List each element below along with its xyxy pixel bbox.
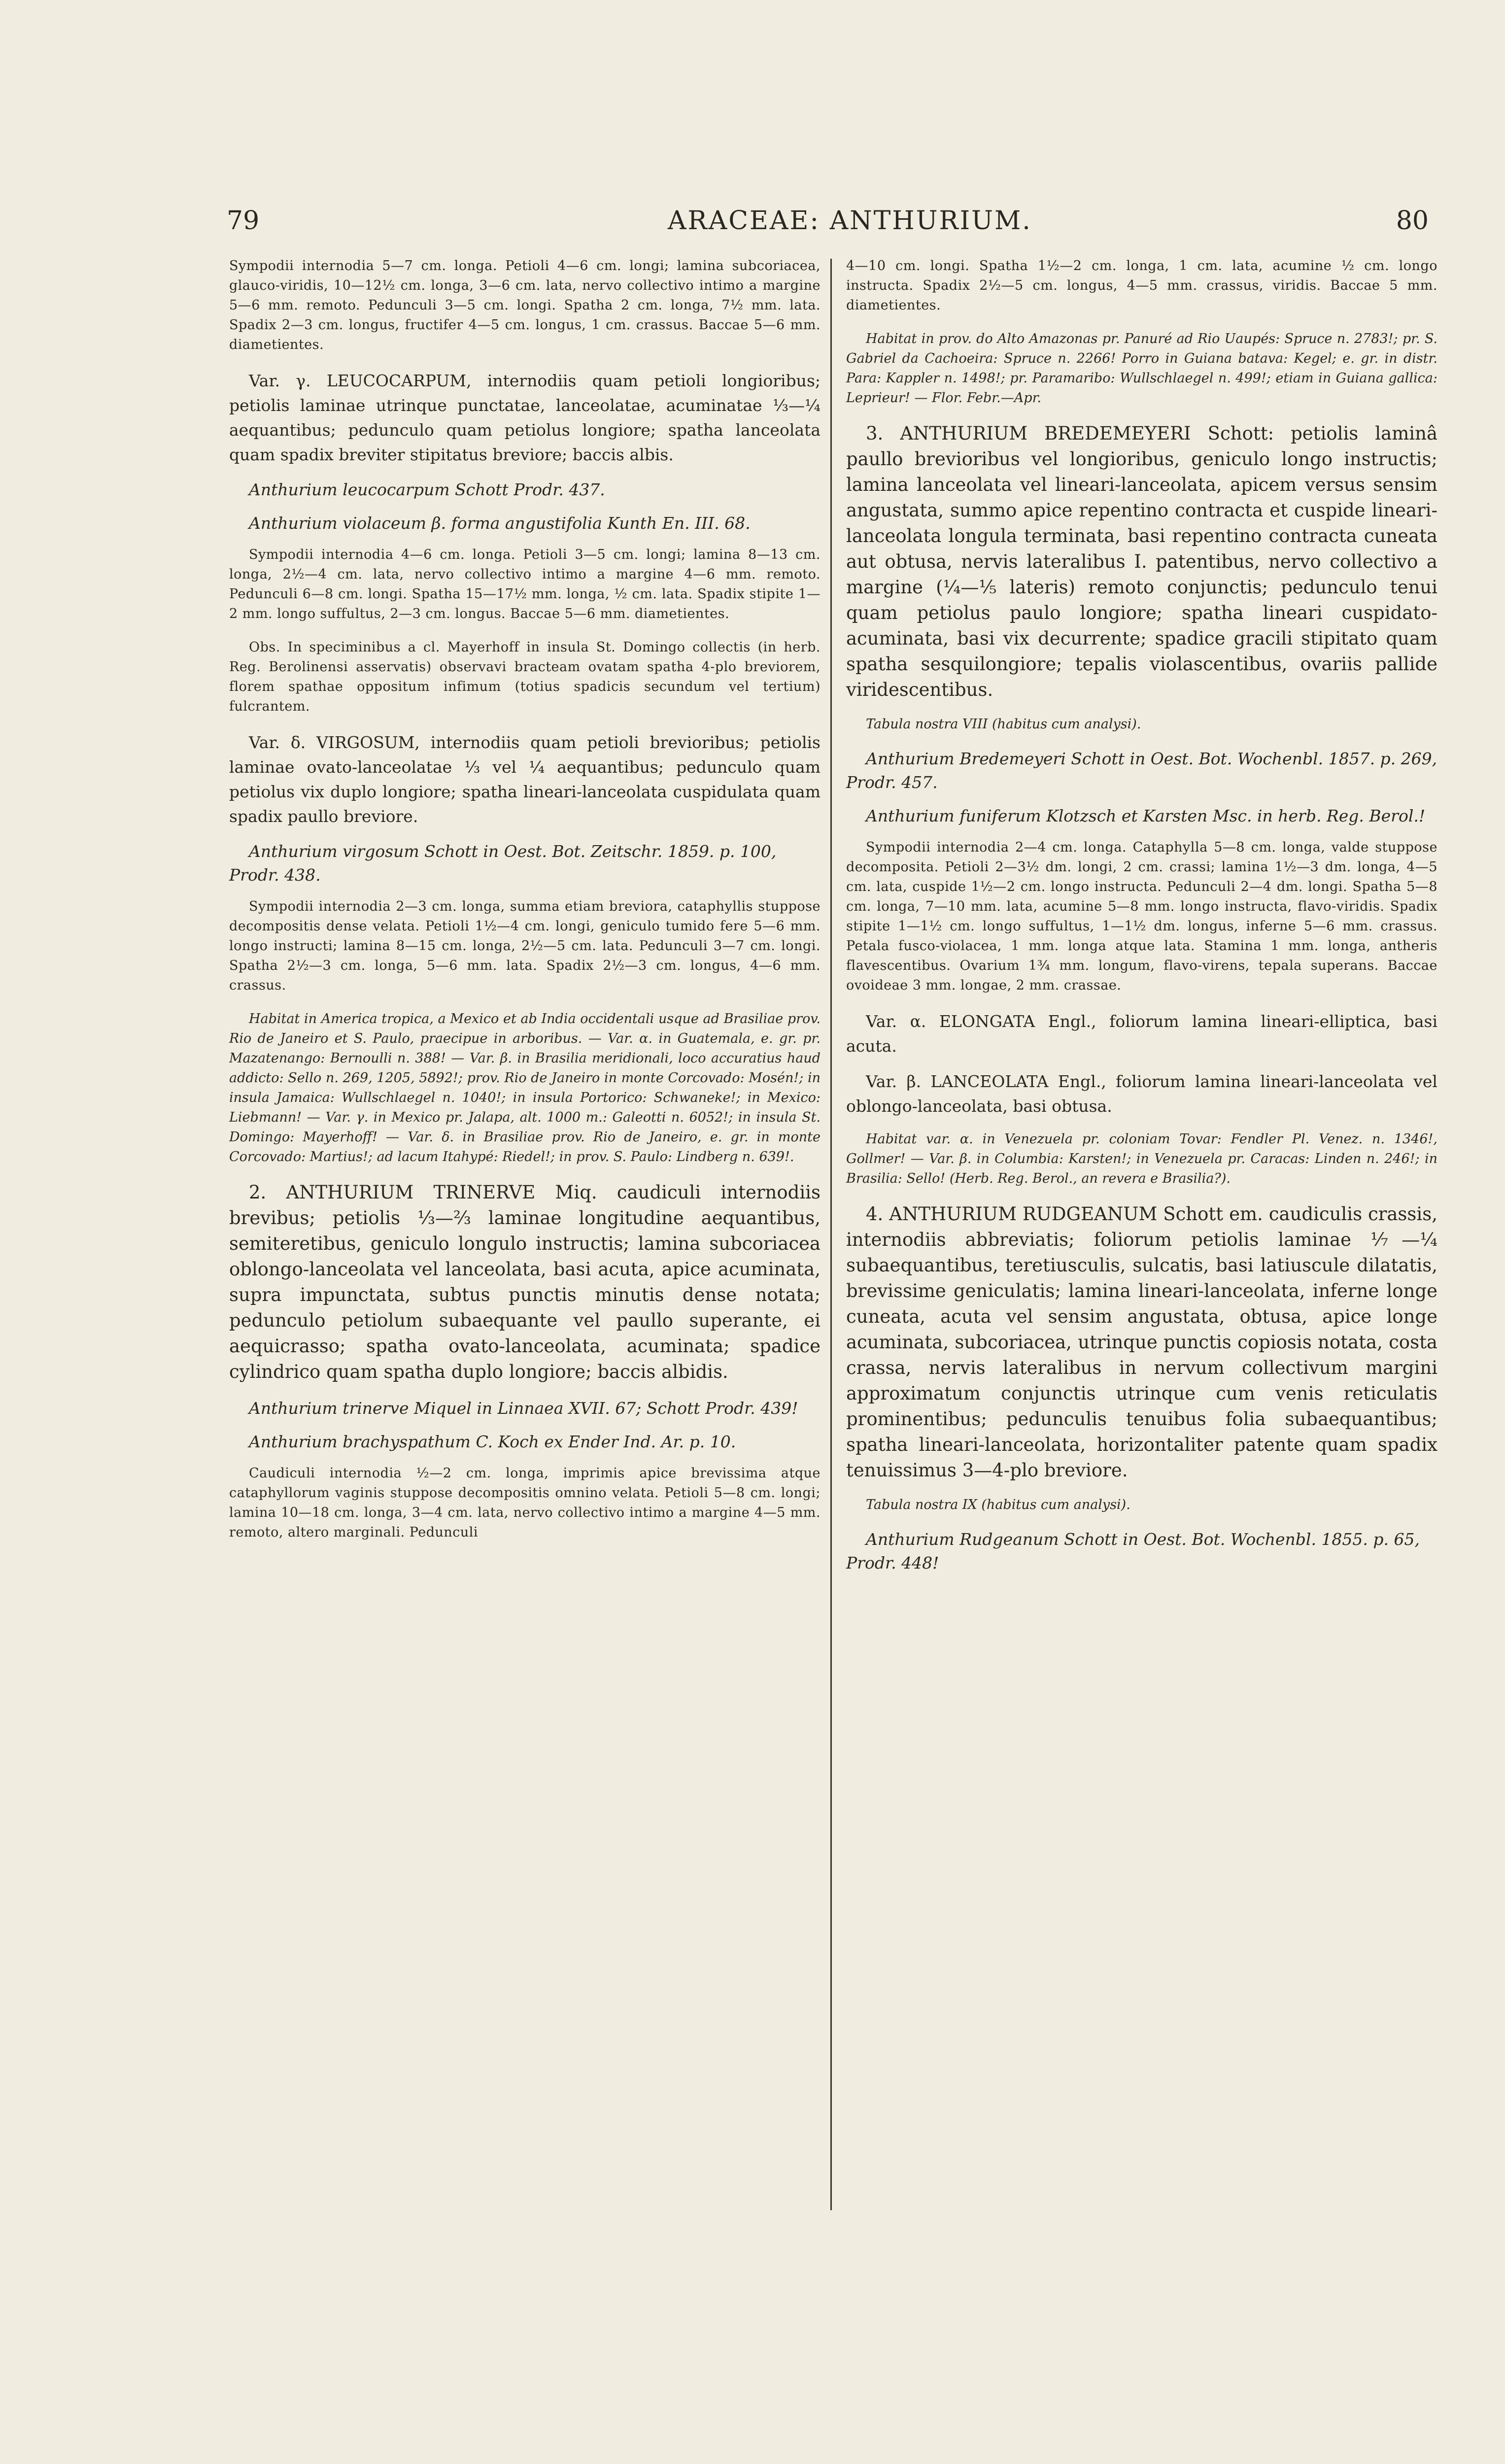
variety-alpha: Var. α. ELONGATA Engl., foliorum lamina lineari-elliptica, basi acuta. (846, 1012, 1437, 1056)
paragraph: Sympodii internodia 4—6 cm. longa. Petioli 3—5 cm. longi; lamina 8—13 cm. longa, 2½—4 cm. lata, nervo collectivo intimo a margine 4—6 mm. remoto. Pedunculi 6—8 cm. longi. Spatha 15—17½ mm. longa, ½ cm. lata. Spadix stipite 1—2 mm. longo suffultus, 2—3 cm. longus. Baccae 5—6 mm. diametientes. (229, 547, 821, 621)
species-3-description: 3. ANTHURIUM BREDEMEYERI Schott: petiolis laminâ paullo brevioribus vel longioribus, geniculo longo instructis; lamina lanceolata vel lineari-lanceolata, apicem versus sensim angustata, summo apice repentino contracta et cuspide lineari-lanceolata longula terminata, basi repentino contracta cuneata aut obtusa, nervis lateralibus I. patentibus, nervo collectivo a margine (¼—⅕ lateris) remoto conjunctis; pedunculo tenui quam petiolus paulo longiore; spatha lineari cuspidato-acuminata, basi vix decurrente; spadice gracili stipitato quam spatha sesquilongiore; tepalis violascentibus, ovariis pallide viridescentibus. (846, 423, 1437, 700)
column-divider (830, 259, 832, 2210)
synonym: Anthurium violaceum β. forma angustifolia Kunth En. III. 68. (249, 513, 751, 533)
species-4-description: 4. ANTHURIUM RUDGEANUM Schott em. caudiculis crassis, internodiis abbreviatis; foliorum petiolis laminae ⅐—¼ subaequantibus, teretiusculis, sulcatis, basi latiuscule dilatatis, brevissime geniculatis; lamina lineari-lanceolata, inferne longe cuneata, acuta vel sensim angustata, obtusa, apice longe acuminata, subcoriacea, utrinque punctis copiosis notata, costa crassa, nervis lateralibus in nervum collectivum margini approximatum conjunctis utrinque cum venis reticulatis prominentibus; pedunculis tenuibus folia subaequantibus; spatha lineari-lanceolata, horizontaliter patente quam spadix tenuissimus 3—4-plo breviore. (846, 1203, 1437, 1481)
observation: Obs. In speciminibus a cl. Mayerhoff in insula St. Domingo collectis (in herb. Reg. Berolinensi asservatis) observavi bracteam ovatam spatha 4-plo breviorem, florem spathae oppositum infimum (totius spadicis secundum vel tertium) fulcrantem. (229, 640, 821, 714)
page-number-left: 79 (227, 206, 260, 236)
left-column (229, 256, 821, 1556)
running-header (0, 206, 1505, 250)
synonym: Anthurium brachyspathum C. Koch ex Ender Ind. Ar. p. 10. (249, 1432, 736, 1451)
synonym: Anthurium leucocarpum Schott Prodr. 437. (249, 480, 605, 499)
paragraph: Sympodii internodia 5—7 cm. longa. Petioli 4—6 cm. longi; lamina subcoriacea, glauco-viridis, 10—12½ cm. longa, 3—6 cm. lata, nervo collectivo intimo a margine 5—6 mm. remoto. Pedunculi 3—5 cm. longi. Spatha 2 cm. longa, 7½ mm. lata. Spadix 2—3 cm. longus, fructifer 4—5 cm. longus, 1 cm. crassus. Baccae 5—6 mm. diametientes. (229, 258, 821, 352)
habitat: Habitat in prov. do Alto Amazonas pr. Panuré ad Rio Uaupés: Spruce n. 2783!; pr. S. Gabriel da Cachoeira: Spruce n. 2266! Porro in Guiana batava: Kegel; e. gr. in distr. Para: Kappler n. 1498!; pr. Paramaribo: Wullschlaegel n. 499!; etiam in Guiana gallica: Leprieur! — Flor. Febr.—Apr. (846, 331, 1437, 406)
variety-gamma: Var. γ. LEUCOCARPUM, internodiis quam petioli longioribus; petiolis laminae utrinque punctatae, lanceolatae, acuminatae ⅓—¼ aequantibus; pedunculo quam petiolus longiore; spatha lanceolata quam spadix breviter stipitatus breviore; baccis albis. (229, 371, 821, 464)
species-2-description: 2. ANTHURIUM TRINERVE Miq. caudiculi internodiis brevibus; petiolis ⅓—⅔ laminae longitudine aequantibus, semiteretibus, geniculo longulo instructis; lamina subcoriacea oblongo-lanceolata vel lanceolata, basi acuta, apice acuminata, supra impunctata, subtus punctis minutis dense notata; pedunculo petiolum subaequante vel paullo superante, ei aequicrasso; spatha ovato-lanceolata, acuminata; spadice cylindrico quam spatha duplo longiore; baccis albidis. (229, 1182, 821, 1382)
page-number-right: 80 (1396, 206, 1429, 236)
paragraph: 4—10 cm. longi. Spatha 1½—2 cm. longa, 1 cm. lata, acumine ½ cm. longo instructa. Spadix 2½—5 cm. longus, 4—5 mm. crassus, viridis. Baccae 5 mm. diametientes. (846, 258, 1437, 313)
variety-beta: Var. β. LANCEOLATA Engl., foliorum lamina lineari-lanceolata vel oblongo-lanceolata, basi obtusa. (846, 1072, 1437, 1116)
synonym: Anthurium Bredemeyeri Schott in Oest. Bot. Wochenbl. 1857. p. 269, Prodr. 457. (846, 749, 1437, 792)
habitat: Habitat in America tropica, a Mexico et ab India occidentali usque ad Brasiliae prov. Rio de Janeiro et S. Paulo, praecipue in arboribus. — Var. α. in Guatemala, e. gr. pr. Mazatenango: Bernoulli n. 388! — Var. β. in Brasilia meridionali, loco accuratius haud addicto: Sello n. 269, 1205, 5892!; prov. Rio de Janeiro in monte Corcovado: Mosén!; in insula Jamaica: Wullschlaegel n. 1040!; in insula Portorico: Schwaneke!; in Mexico: Liebmann! — Var. γ. in Mexico pr. Jalapa, alt. 1000 m.: Galeotti n. 6052!; in insula St. Domingo: Mayerhoff! — Var. δ. in Brasiliae prov. Rio de Janeiro, e. gr. in monte Corcovado: Martius!; ad lacum Itahypé: Riedel!; in prov. S. Paulo: Lindberg n. 639!. (229, 1011, 821, 1164)
synonym: Anthurium Rudgeanum Schott in Oest. Bot. Wochenbl. 1855. p. 65, Prodr. 448! (846, 1530, 1420, 1573)
right-column (846, 256, 1437, 1585)
plate-reference: Tabula nostra VIII (habitus cum analysi). (866, 717, 1141, 732)
paragraph: Caudiculi internodia ½—2 cm. longa, imprimis apice brevissima atque cataphyllorum vaginis stuppose decompositis omnino velata. Petioli 5—8 cm. longi; lamina 10—18 cm. longa, 3—4 cm. lata, nervo collectivo intimo a margine 4—5 mm. remoto, altero marginali. Pedunculi (229, 1466, 821, 1540)
synonym: Anthurium trinerve Miquel in Linnaea XVII. 67; Schott Prodr. 439! (249, 1399, 798, 1418)
paragraph: Sympodii internodia 2—3 cm. longa, summa etiam breviora, cataphyllis stuppose decompositis dense velata. Petioli 1½—4 cm. longi, geniculo tumido fere 5—6 mm. longo instructi; lamina 8—15 cm. longa, 2½—5 cm. lata. Pedunculi 3—7 cm. longi. Spatha 2½—3 cm. longa, 5—6 mm. lata. Spadix 2½—3 cm. longus, 4—6 mm. crassus. (229, 899, 821, 993)
synonym: Anthurium funiferum Klotzsch et Karsten Msc. in herb. Reg. Berol.! (866, 806, 1426, 825)
synonym: Anthurium virgosum Schott in Oest. Bot. Zeitschr. 1859. p. 100, Prodr. 438. (229, 842, 777, 885)
habitat: Habitat var. α. in Venezuela pr. coloniam Tovar: Fendler Pl. Venez. n. 1346!, Gollmer! — Var. β. in Columbia: Karsten!; in Venezuela pr. Caracas: Linden n. 246!; in Brasilia: Sello! (Herb. Reg. Berol., an revera e Brasilia?). (846, 1131, 1437, 1186)
plate-reference: Tabula nostra IX (habitus cum analysi). (866, 1497, 1130, 1512)
paragraph: Sympodii internodia 2—4 cm. longa. Cataphylla 5—8 cm. longa, valde stuppose decomposita. Petioli 2—3½ dm. longi, 2 cm. crassi; lamina 1½—3 dm. longa, 4—5 cm. lata, cuspide 1½—2 cm. longo instructa. Pedunculi 2—4 dm. longi. Spatha 5—8 cm. longa, 7—10 mm. lata, acumine 5—8 mm. longo instructa, flavo-viridis. Spadix stipite 1—1½ cm. longo suffultus, 1—1½ dm. longus, inferne 5—6 mm. crassus. Petala fusco-violacea, 1 mm. longa atque lata. Stamina 1 mm. longa, antheris flavescentibus. Ovarium 1¾ mm. longum, flavo-virens, tepala superans. Baccae ovoideae 3 mm. longae, 2 mm. crassae. (846, 840, 1437, 993)
variety-delta: Var. δ. VIRGOSUM, internodiis quam petioli brevioribus; petiolis laminae ovato-lanceolatae ⅓ vel ¼ aequantibus; pedunculo quam petiolus vix duplo longiore; spatha lineari-lanceolata cuspidulata quam spadix paullo breviore. (229, 733, 821, 826)
page-title: ARACEAE: ANTHURIUM. (668, 206, 1032, 236)
